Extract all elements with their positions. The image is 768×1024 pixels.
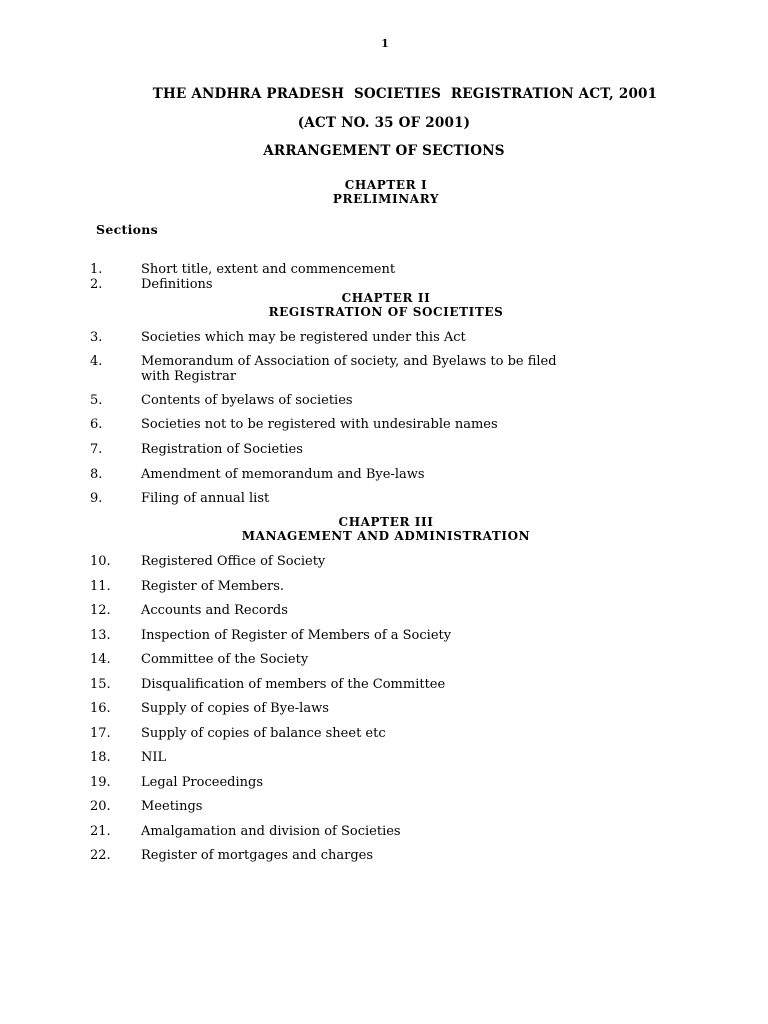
chapter-1-heading [2, 178, 768, 206]
section-number: 14. [90, 652, 111, 667]
section-number: 2. [90, 277, 103, 292]
chapter-1-name: PRELIMINARY [332, 192, 440, 206]
section-number: 5. [90, 393, 103, 408]
chapter-1-label: CHAPTER I [344, 178, 428, 192]
section-number: 12. [90, 603, 111, 618]
section-number: 1. [90, 262, 103, 277]
section-number: 20. [90, 799, 111, 814]
chapter-3-label: CHAPTER III [338, 515, 434, 529]
section-number: 10. [90, 554, 111, 569]
section-number: 16. [90, 701, 111, 716]
section-title: Short title, extent and commencement [141, 262, 396, 277]
section-title: Societies not to be registered with undesirable names [141, 417, 498, 432]
chapter-2-name: REGISTRATION OF SOCIETITES [268, 305, 504, 319]
act-title: THE ANDHRA PRADESH SOCIETIES REGISTRATION ACT, 2001 [152, 86, 658, 102]
arrangement-heading: ARRANGEMENT OF SECTIONS [263, 143, 505, 159]
section-number: 4. [90, 354, 103, 369]
section-number: 3. [90, 330, 103, 345]
section-title: Registered Office of Society [141, 554, 326, 569]
section-number: 6. [90, 417, 103, 432]
section-number: 22. [90, 848, 111, 863]
section-title: Definitions [141, 277, 213, 292]
chapter-2-heading [2, 291, 768, 319]
section-title: Supply of copies of Bye-laws [141, 701, 329, 716]
section-title-continued: with Registrar [141, 369, 237, 384]
act-number: (ACT NO. 35 OF 2001) [297, 115, 471, 131]
section-number: 11. [90, 579, 111, 594]
section-title: Supply of copies of balance sheet etc [141, 726, 386, 741]
section-title: Meetings [141, 799, 203, 814]
section-title: Register of mortgages and charges [141, 848, 374, 863]
section-number: 17. [90, 726, 111, 741]
section-number: 7. [90, 442, 103, 457]
section-number: 13. [90, 628, 111, 643]
section-title: Filing of annual list [141, 491, 270, 506]
section-title: Amendment of memorandum and Bye-laws [141, 467, 425, 482]
section-number: 9. [90, 491, 103, 506]
section-title: Amalgamation and division of Societies [141, 824, 401, 839]
section-number: 8. [90, 467, 103, 482]
section-title: NIL [141, 750, 167, 765]
section-number: 19. [90, 775, 111, 790]
section-title: Inspection of Register of Members of a Society [141, 628, 452, 643]
section-title: Committee of the Society [141, 652, 309, 667]
section-title: Disqualification of members of the Committee [141, 677, 446, 692]
section-number: 21. [90, 824, 111, 839]
sections-heading: Sections [96, 222, 158, 237]
section-title: Registration of Societies [141, 442, 303, 457]
chapter-3-heading [2, 515, 768, 543]
section-title: Contents of byelaws of societies [141, 393, 353, 408]
page-number: 1 [381, 37, 389, 50]
chapter-2-label: CHAPTER II [341, 291, 431, 305]
section-title: Memorandum of Association of society, and Byelaws to be filed [141, 354, 557, 369]
section-number: 18. [90, 750, 111, 765]
section-number: 15. [90, 677, 111, 692]
chapter-3-name: MANAGEMENT AND ADMINISTRATION [241, 529, 531, 543]
section-title: Societies which may be registered under this Act [141, 330, 466, 345]
section-title: Accounts and Records [141, 603, 288, 618]
section-title: Register of Members. [141, 579, 285, 594]
section-title: Legal Proceedings [141, 775, 263, 790]
